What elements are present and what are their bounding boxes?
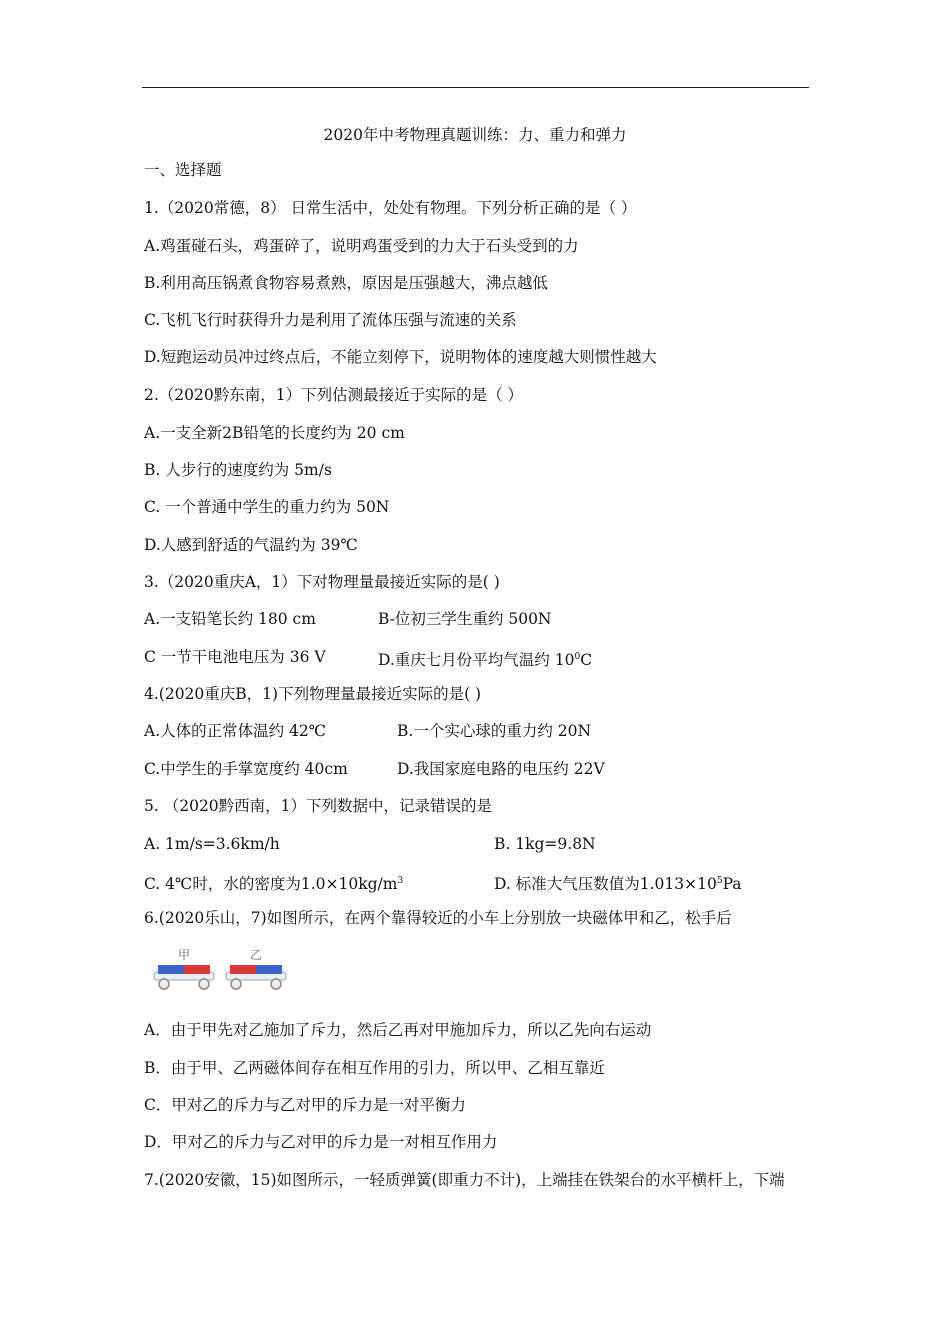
q1-stem: 1.（2020常德，8） 日常生活中，处处有物理。下列分析正确的是（ ）: [144, 199, 637, 217]
magnet-jia-blue: [158, 965, 184, 974]
magnet-yi-red: [230, 965, 256, 974]
q4-option-b: B.一个实心球的重力约 20N: [397, 722, 592, 740]
q3-stem: 3.（2020重庆A，1）下对物理量最接近实际的是( ): [144, 573, 500, 591]
q3-option-d: D.重庆七月份平均气温约 $10^0C$: [378, 651, 593, 670]
q3-option-a: A.一支铅笔长约 180 cm: [144, 610, 316, 628]
q3-option-c: C 一节干电池电压为 36 V: [144, 648, 326, 666]
cart-jia: [154, 965, 214, 989]
q2-option-c: C. 一个普通中学生的重力约为 50N: [144, 498, 390, 516]
q5-option-a: A. 1m/s=3.6km/h: [144, 835, 280, 853]
q5-stem: 5. （2020黔西南，1）下列数据中，记录错误的是: [144, 797, 493, 815]
q1-option-b: B.利用高压锅煮食物容易煮熟，原因是压强越大，沸点越低: [144, 274, 548, 292]
q6-option-c: C．甲对乙的斥力与乙对甲的斥力是一对平衡力: [144, 1096, 466, 1114]
q1-option-c: C.飞机飞行时获得升力是利用了流体压强与流速的关系: [144, 311, 517, 329]
q1-option-a: A.鸡蛋碰石头，鸡蛋碎了，说明鸡蛋受到的力大于石头受到的力: [144, 237, 579, 255]
cart-yi: [226, 965, 286, 989]
page-title: 2020年中考物理真题训练：力、重力和弹力: [323, 126, 627, 144]
q6-option-d: D．甲对乙的斥力与乙对甲的斥力是一对相互作用力: [144, 1133, 498, 1151]
magnet-yi-blue: [256, 965, 282, 974]
q4-option-a: A.人体的正常体温约 42℃: [144, 722, 327, 740]
q5-option-d: D. 标准大气压数值为$1.013\times 10^5Pa$: [494, 875, 742, 894]
magnet-jia-red: [184, 965, 210, 974]
magnet-carts-figure: [150, 944, 300, 996]
q4-stem: 4.(2020重庆B，1)下列物理量最接近实际的是( ): [144, 685, 482, 703]
q7-stem: 7.(2020安徽，15)如图所示，一轻质弹簧(即重力不计)，上端挂在铁架台的水平横杆上，下端: [144, 1171, 785, 1189]
section-heading: 一、选择题: [144, 161, 222, 179]
q2-option-b: B. 人步行的速度约为 5m/s: [144, 461, 332, 479]
header-rule: [142, 87, 809, 88]
q6-option-b: B．由于甲、乙两磁体间存在相互作用的引力，所以甲、乙相互靠近: [144, 1059, 605, 1077]
q2-stem: 2.（2020黔东南，1）下列估测最接近于实际的是（ ）: [144, 386, 524, 404]
q4-option-d: D.我国家庭电路的电压约 22V: [397, 760, 605, 778]
q5-option-b: B. 1kg=9.8N: [494, 835, 596, 853]
q4-option-c: C.中学生的手掌宽度约 40cm: [144, 760, 348, 778]
figure-label-jia: 甲: [178, 948, 191, 962]
q1-option-d: D.短跑运动员冲过终点后，不能立刻停下，说明物体的速度越大则惯性越大: [144, 348, 657, 366]
q5-option-c: C. 4℃时，水的密度为$1.0\times 10kg/m^3$: [144, 875, 404, 894]
q6-option-a: A．由于甲先对乙施加了斥力，然后乙再对甲施加斥力，所以乙先向右运动: [144, 1021, 652, 1039]
q3-option-b: B-位初三学生重约 500N: [378, 610, 552, 628]
figure-label-yi: 乙: [250, 948, 263, 962]
q6-stem: 6.(2020乐山，7)如图所示，在两个靠得较近的小车上分别放一块磁体甲和乙，松手后: [144, 909, 732, 927]
q2-option-a: A.一支全新2B铅笔的长度约为 20 cm: [144, 424, 405, 442]
q2-option-d: D.人感到舒适的气温约为 39℃: [144, 536, 358, 554]
